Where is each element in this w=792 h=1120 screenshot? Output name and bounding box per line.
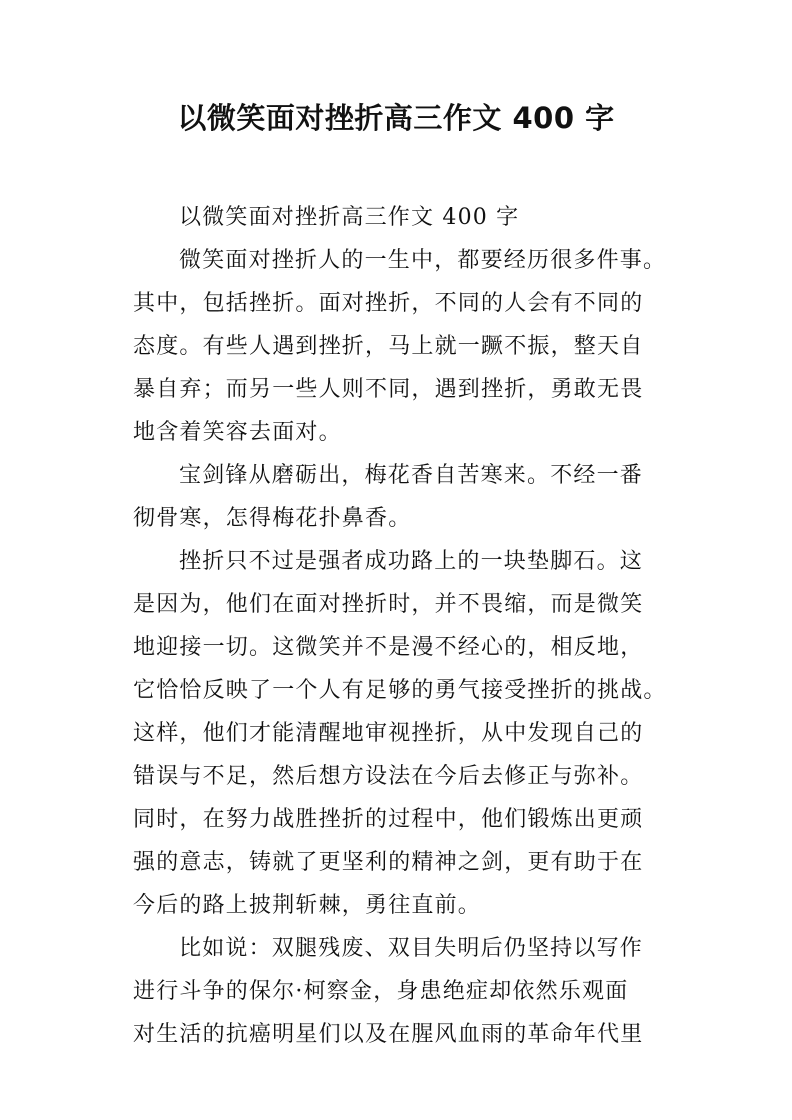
paragraph-first-line: 以微笑面对挫折高三作文 400 字 [179,205,520,230]
text-line: 暴自弃；而另一些人则不同，遇到挫折，勇敢无畏 [133,377,644,402]
text-line: 彻骨寒，怎得梅花扑鼻香。 [133,506,412,531]
text-line: 它恰恰反映了一个人有足够的勇气接受挫折的挑战。 [133,678,667,703]
text-line: 对生活的抗癌明星们以及在腥风血雨的革命年代里 [133,1022,644,1047]
text-line: 这样，他们才能清醒地审视挫折，从中发现自己的 [133,721,644,746]
text-line: 进行斗争的保尔·柯察金，身患绝症却依然乐观面 [133,979,629,1004]
text-line: 同时，在努力战胜挫折的过程中，他们锻炼出更顽 [133,807,644,832]
paragraph-first-line: 宝剑锋从磨砺出，梅花香自苦寒来。不经一番 [179,463,644,488]
paragraph-first-line: 挫折只不过是强者成功路上的一块垫脚石。这 [179,549,644,574]
paragraph-first-line: 微笑面对挫折人的一生中，都要经历很多件事。 [179,248,667,273]
document-body [133,196,673,1056]
text-line: 是因为，他们在面对挫折时，并不畏缩，而是微笑 [133,592,644,617]
text-line: 地含着笑容去面对。 [133,420,342,445]
text-line: 地迎接一切。这微笑并不是漫不经心的，相反地， [133,635,644,660]
text-line: 其中，包括挫折。面对挫折，不同的人会有不同的 [133,291,644,316]
text-line: 强的意志，铸就了更坚利的精神之剑，更有助于在 [133,850,644,875]
paragraph-first-line: 比如说：双腿残废、双目失明后仍坚持以写作 [179,936,644,961]
text-line: 今后的路上披荆斩棘，勇往直前。 [133,893,482,918]
text-line: 错误与不足，然后想方设法在今后去修正与弥补。 [133,764,644,789]
document-title: 以微笑面对挫折高三作文 400 字 [177,101,615,135]
text-line: 态度。有些人遇到挫折，马上就一蹶不振，整天自 [133,334,644,359]
